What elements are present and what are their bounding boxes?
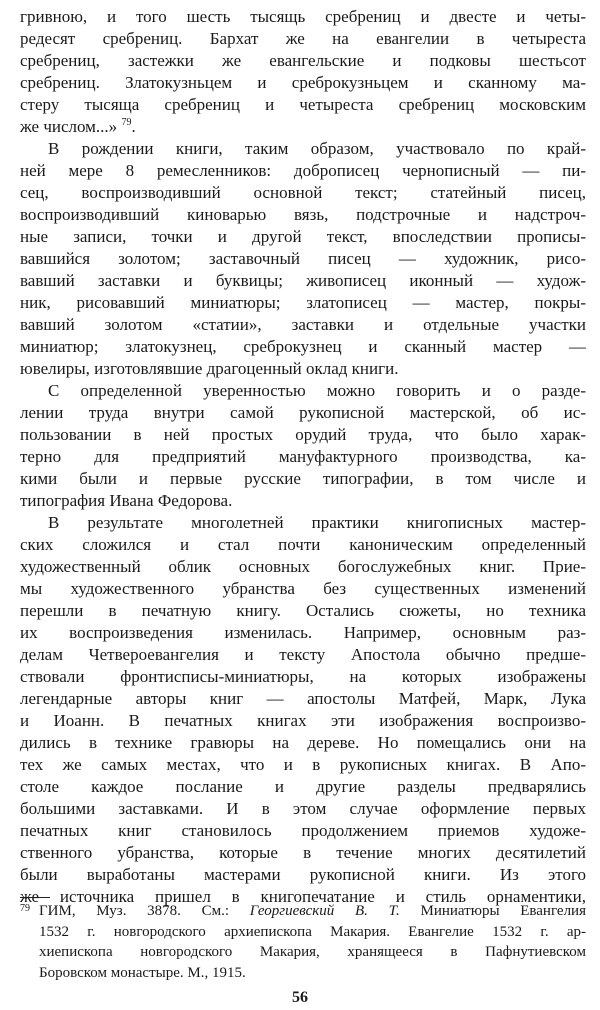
- text-line: [20, 182, 586, 204]
- text-line: [20, 820, 586, 842]
- line-text: сец, воспроизводивший основной текст; статейный писец,: [20, 183, 586, 202]
- line-text: сребрениц. Златокузньцем и среброкузньцем и сканному ма-: [20, 73, 586, 92]
- line-text: В рождении книги, таким образом, участвовало по край-: [48, 139, 586, 158]
- line-text: ней мере 8 ремесленников: доброписец чернописный — пи-: [20, 161, 586, 180]
- text-line: [20, 292, 586, 314]
- text-line: [20, 512, 586, 534]
- main-text: [20, 6, 586, 908]
- line-text: воспроизводивший киноварью вязь, подстрочные и надстроч-: [20, 205, 586, 224]
- line-text: и Иоанн. В печатных книгах эти изображения воспроизво-: [20, 711, 586, 730]
- text-line: [20, 160, 586, 182]
- line-text: типография Ивана Федорова.: [20, 491, 233, 510]
- line-text: печатных книг становилось продолжением приемов художе-: [20, 821, 586, 840]
- line-text: ювелиры, изготовлявшие драгоценный оклад книги.: [20, 359, 399, 378]
- line-text: тех же самых местах, что и в рукописных книгах. В Апо-: [20, 755, 586, 774]
- line-text: редесят сребрениц. Бархат же на евангелии в четыреста: [20, 29, 586, 48]
- text-line: [20, 6, 586, 28]
- text-line: же числом...» $^{79}$.: [20, 117, 136, 136]
- line-text: гривною, и того шесть тысящь сребрениц и двесте и четы-: [20, 7, 586, 26]
- line-text: ственного убранства, которые в течение многих десятилетий: [20, 843, 586, 862]
- text-line: [20, 798, 586, 820]
- line-text: сребрениц, застежки же евангельские и подковы шестьсот: [20, 51, 586, 70]
- line-text: делам Четвероевангелия и тексту Апостола обычно предше-: [20, 645, 586, 664]
- footnote: [20, 901, 586, 983]
- text-line: [20, 490, 586, 512]
- text-line: [20, 622, 586, 644]
- text-line: [20, 94, 586, 116]
- line-text: С определенной уверенностью можно говорить и о разде-: [48, 381, 586, 400]
- line-text: вавший золотом «статии», заставки и отдельные участки: [20, 315, 586, 334]
- footnote-separator: [20, 897, 50, 898]
- line-text: ник, рисовавший миниатюры; златописец — мастер, покры-: [20, 293, 586, 312]
- text-line: [20, 600, 586, 622]
- text-line: [20, 336, 586, 358]
- line-text: столе каждое послание и другие разделы предварялись: [20, 777, 586, 796]
- text-line: [20, 644, 586, 666]
- text-line: [20, 556, 586, 578]
- line-text: художественный облик основных богослужебных книг. Прие-: [20, 557, 586, 576]
- line-text: терно для предприятий мануфактурного производства, ка-: [20, 447, 586, 466]
- line-text: легендарные авторы книг — апостолы Матфей, Марк, Лука: [20, 689, 586, 708]
- footnote-line: 1532 г. новгородского архиепископа Макария. Евангелие 1532 г. ар-: [39, 923, 586, 940]
- text-line: [20, 446, 586, 468]
- text-line: [20, 776, 586, 798]
- text-line: [20, 50, 586, 72]
- text-line: [20, 424, 586, 446]
- line-text: большими заставками. И в этом случае оформление первых: [20, 799, 586, 818]
- line-text: же источника пришел в книгопечатание и стиль орнаментики,: [20, 887, 586, 906]
- line-text: вавшийся золотом; заставочный писец — художник, рисо-: [20, 249, 586, 268]
- line-text: дились в технике гравюры на дереве. Но помещались они на: [20, 733, 586, 752]
- line-text: ских сложился и стал почти каноническим определенный: [20, 535, 586, 554]
- text-line: [20, 138, 586, 160]
- text-line: [20, 380, 586, 402]
- footnote-author: Георгиевский В. Т.: [249, 903, 400, 919]
- text-line: [20, 204, 586, 226]
- footnote-line: Боровском монастыре. М., 1915.: [39, 964, 246, 981]
- text-line: [20, 358, 586, 380]
- footnote-reference[interactable]: 79: [121, 117, 132, 128]
- text-line: [20, 578, 586, 600]
- line-text: лении труда внутри самой рукописной мастерской, об ис-: [20, 403, 586, 422]
- footnote-number: 79: [20, 903, 30, 914]
- footnote-line: хиепископа новгородского Макария, хранящееся в Пафнутиевском: [39, 944, 586, 960]
- line-text: стеру тысяща сребрениц и четыреста сребрениц московским: [20, 95, 586, 114]
- text-line: [20, 842, 586, 864]
- text-line: [20, 732, 586, 754]
- line-text: были выработаны мастерами рукописной книги. Из этого: [20, 865, 586, 884]
- line-text: кими были и первые русские типографии, в том числе и: [20, 469, 586, 488]
- text-line: [20, 72, 586, 94]
- line-text: мы художественного убранства без существенных изменений: [20, 579, 586, 598]
- text-line: [20, 688, 586, 710]
- text-line: [20, 28, 586, 50]
- line-text: миниатюр; златокузнец, среброкузнец и сканный мастер —: [20, 337, 586, 356]
- text-line: [20, 226, 586, 248]
- footnote-text: Миниатюры Евангелия: [399, 903, 586, 919]
- footnote-line: [20, 901, 586, 922]
- line-text: их воспроизведения изменилась. Например, основным раз-: [20, 623, 586, 642]
- text-line: [20, 270, 586, 292]
- line-text: ствовали фронтисписы-миниатюры, на которых изображены: [20, 667, 586, 686]
- line-text: пользовании в ней простых орудий труда, что было харак-: [20, 425, 586, 444]
- text-line: [20, 754, 586, 776]
- page-number: 56: [292, 989, 308, 1006]
- footnote-text: ГИМ, Муз. 3878. См.:: [39, 903, 250, 919]
- line-text: вавший заставки и буквицы; живописец иконный — худож-: [20, 271, 586, 290]
- line-text: же числом...»: [20, 117, 118, 136]
- text-line: [20, 248, 586, 270]
- text-line: [20, 666, 586, 688]
- text-line: [20, 864, 586, 886]
- text-line: [20, 468, 586, 490]
- line-text: В результате многолетней практики книгописных мастер-: [48, 513, 586, 532]
- text-line: [20, 534, 586, 556]
- text-line: [20, 710, 586, 732]
- line-text: ные записи, точки и другой текст, впоследствии прописы-: [20, 227, 586, 246]
- text-line: [20, 314, 586, 336]
- line-text: перешли в печатную книгу. Остались сюжеты, но техника: [20, 601, 586, 620]
- text-line: [20, 402, 586, 424]
